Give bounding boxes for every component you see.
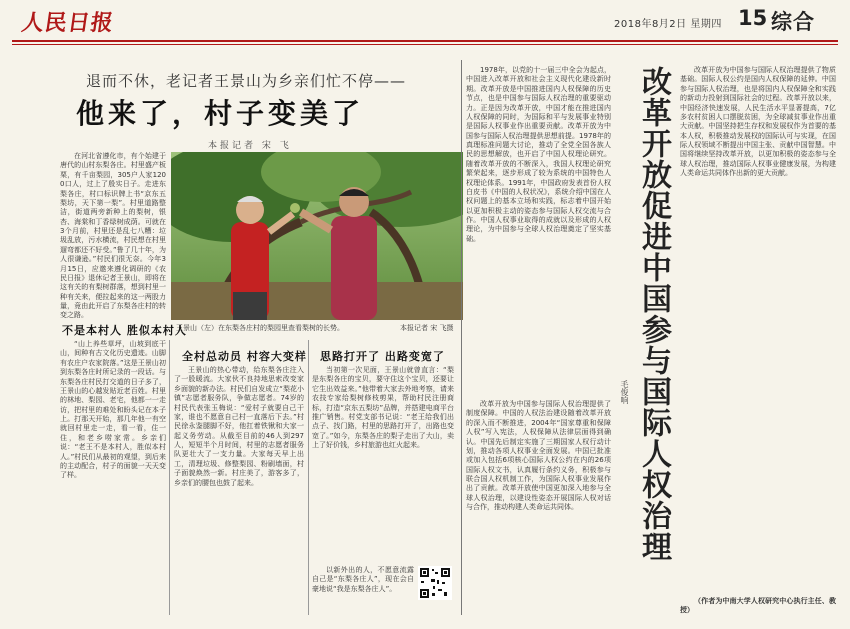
section-name: 综合: [771, 10, 815, 34]
rights-article-title: 改革开放促进中国参与国际人权治理: [636, 66, 671, 562]
story-kicker: 退而不休，老记者王景山为乡亲们忙不停——: [86, 72, 407, 90]
page-number: 15: [738, 6, 768, 30]
story-photo: [171, 152, 463, 320]
story-intro-text: 在河北省遵化市，有个始建于唐代的山村东梨各庄。村里盛产板栗，有千亩梨园，305户人家1200口人，过上了殷实日子。走进东梨各庄，村口标识牌上书“京东五梨坊，天下第一梨”。村里道路整洁，街道两旁新种上的梨树，银杏、海棠和丁香绿树成荫。可就在3个月前，村里还是乱七八糟：垃圾乱放，污水横流，村民想在村里遛弯都还不好受。”鲁了几十年，为人很谦逊。”村民们很无奈。今年3月15日，应邀来遵化调研的《农民日报》退休记者王景山，即将在这有关的有梨树群落，想到村里一种有关来，便拉起来的这一两股力量，竟由此开启了东梨各庄村的转变之路。: [60, 152, 166, 320]
masthead-rule-thin: [12, 44, 838, 45]
orchard-photo-illustration: [171, 152, 463, 320]
subhead-not-villager: 不是本村人 胜似本村人: [62, 324, 187, 337]
masthead-rule: [12, 40, 838, 42]
subhead-new-paths: 思路打开了 出路变宽了: [320, 350, 445, 363]
rights-article-column-3: 改革开放为中国参与国际人权治理提供了物质基础。国际人权公约是国内人权保障的延伸。中国参与国际人权治理，也是将国内人权保障全和实践的新动力投射到国际社会的过程。改革开放以来，中国经济快速发展，人民生活水平显著提高，7亿多农村贫困人口摆脱贫困，为全球减贫事业作出重大贡献。中国坚持把生存权和发展权作为首要的基本人权，积极推动发展权的国际认可与实现，在国际人权领域不断提出中国主张、贡献中国智慧。中国将继续坚持改革开放，以更加积极的姿态参与全球人权治理，推动国际人权事业健康发展，为构建人类命运共同体作出新的更大贡献。: [680, 66, 836, 178]
story-column-3-tail: 以新外出的人，不愿意流露自己是“东梨各庄人”，现在会自豪地说“我是东梨各庄人”。: [312, 566, 414, 593]
article-divider: [461, 60, 462, 615]
qr-code: [418, 566, 452, 600]
story-column-2: 王景山的热心带动，给东梨各庄注入了一股暖流。大家伙不良持地思索改变家乡面貌的新办法。村民们自发成立“梨花小镇”志愿者服务队，争做志愿者。74岁的村民代表张玉梅说：“爱村子就要自己干家，谁也不愿意自己村一直落后下去。”村民徐永鉴腿脚不好，他扛着铁锹和大家一起义务劳动。从截至目前的46人到297人，短短半个月时间，村里的志愿者服务队更壮大了一支力量。大家每天早上出工，清理垃圾、修整梨园、粉刷墙面，村子面貌焕然一新。村庄美了，游客多了，乡亲们的腰包也鼓了起来。: [174, 366, 304, 487]
qr-code-icon: [418, 566, 452, 600]
rights-article-footnote: （作者为中南大学人权研究中心执行主任、教授）: [680, 597, 836, 615]
story-column-3: 当初第一次见面，王景山就曾直言：“梨是东梨各庄的宝贝，要守住这个宝贝，还要让它生出效益来。”他带着大家去外地考察，请来农技专家给梨树修枝剪果，帮助村民注册商标，打造“京东五梨坊”品牌，并搭建电商平台推广销售。村党支部书记说：“老王给我们出点子、找门路，村里的思路打开了，出路也变宽了。”如今，东梨各庄的梨子走出了大山，卖上了好价钱，乡村旅游也红火起来。: [312, 366, 454, 449]
rights-article-author: 毛俊响: [620, 380, 629, 404]
publication-date: 2018年8月2日 星期四: [614, 19, 722, 30]
rights-article-column-1: 1978年，以党的十一届三中全会为起点，中国进入改革开放和社会主义现代化建设新时期。改革开放是中国推进国内人权保障的历史节点，也是中国参与国际人权治理的重要驱动力。正是因为改革开放，中国才能在推进国内人权保障的同时，为国际和平与发展事业特别是国际人权事业作出重要贡献。改革开放为中国参与国际人权治理提供思想前提。1978年的真理标准问题大讨论，推动了全党全国各族人民的思想解放，也开启了中国人权理论研究。随着改革开放的不断深入，我国人权理论研究繁荣起来，逐步形成了较为系统的中国特色人权理论体系。1991年，中国政府发表首份人权白皮书《中国的人权状况》，系统介绍中国在人权问题上的基本立场和实践，标志着中国开始以更加积极主动的姿态参与国际人权交流与合作。中国人权事业取得的成就以及形成的人权理论，为中国参与全球人权治理奠定了坚实基础。: [466, 66, 611, 243]
column-divider: [308, 340, 309, 615]
story-column-1: “山上养些草坪，山坡到底干山，间种有古文化历史遗迹。山脚有农庄户农家院落。”这是王景山初到东梨各庄时所记录的一段话。与东梨各庄村民打交道的日子多了，王景山的心越发贴近老百姓。村里的林地、梨园、老宅，他都一一走访，把村里的难处和盼头记在本子上。打那天开始，那几年他一有空就回村里走一走，看一看，住一住，和老乡唠家常。乡亲们说：“老王不是本村人，胜似本村人。”村民们从最初的观望，到后来的主动配合，村子的面貌一天天变了样。: [60, 340, 166, 480]
photo-caption: 王景山（左）在东梨各庄村的梨园里查看梨树的长势。: [176, 324, 344, 332]
story-byline: 本报记者 宋 飞: [208, 141, 292, 151]
rights-article-column-2: 改革开放为中国参与国际人权治理提供了制度保障。中国的人权法治建设随着改革开放的深入而不断推进，2004年“国家尊重和保障人权”写入宪法，人权保障从法律层面得到确认。中国先后制定实施了三期国家人权行动计划，推动各项人权事业全面发展。中国已批准或加入包括6项核心国际人权公约在内的26项国际人权文书，认真履行条约义务，积极参与联合国人权机制工作，为国际人权事业发展作出了贡献。改革开放使中国更加深入地参与全球人权治理，以建设性姿态开展国际人权对话与合作，推动构建人类命运共同体。: [466, 400, 611, 615]
column-divider: [169, 340, 170, 615]
subhead-village-change: 全村总动员 村容大变样: [182, 350, 307, 363]
photo-credit: 本报记者 宋 飞摄: [400, 324, 454, 332]
story-headline: 他来了，村子变美了: [76, 97, 365, 130]
newspaper-logo: 人民日报: [19, 10, 116, 36]
masthead: [0, 0, 850, 40]
